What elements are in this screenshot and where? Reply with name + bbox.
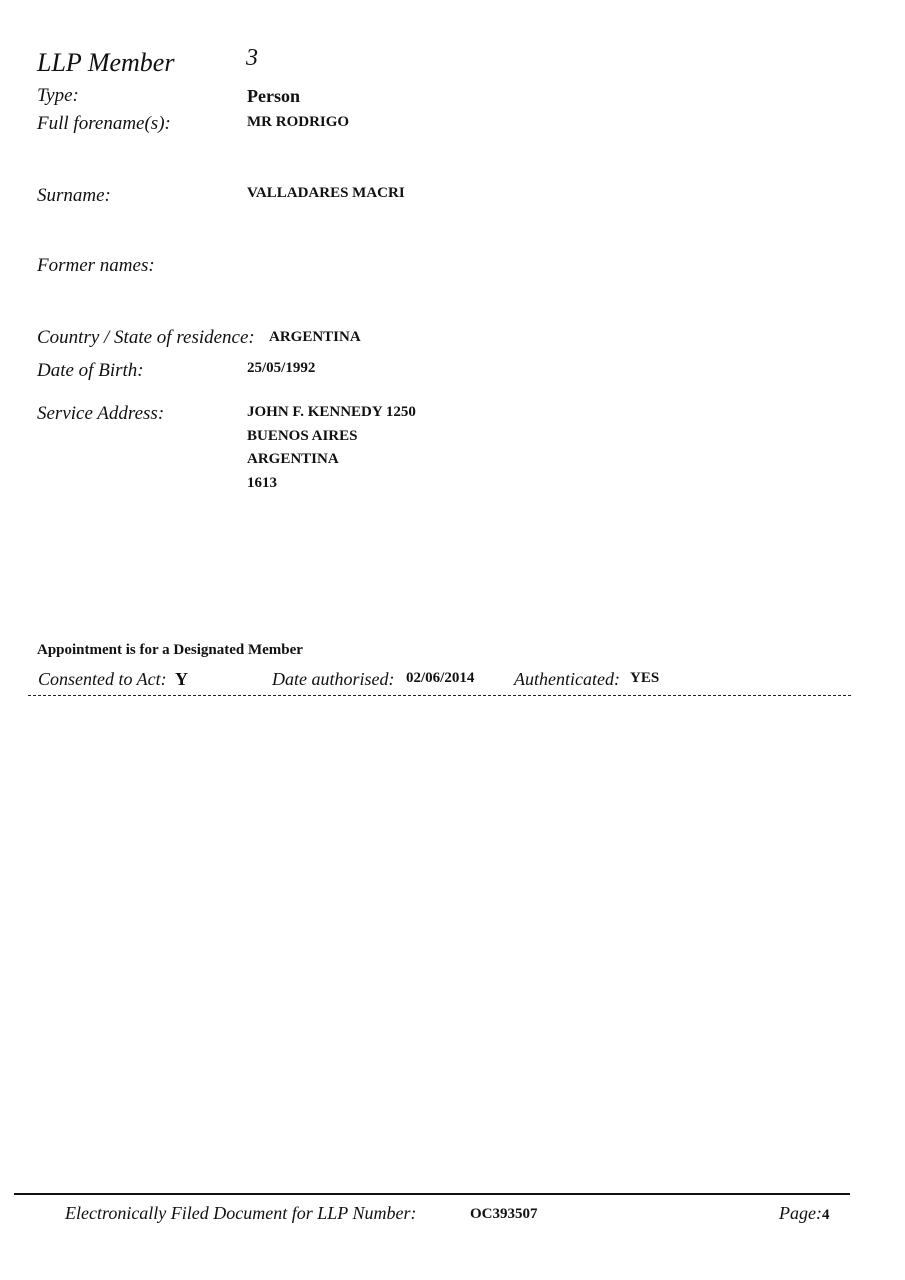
- type-value: Person: [247, 86, 300, 106]
- service-address-label: Service Address:: [37, 403, 165, 424]
- surname-value: VALLADARES MACRI: [247, 185, 405, 201]
- dob-label: Date of Birth:: [37, 360, 144, 381]
- address-line: ARGENTINA: [247, 451, 339, 467]
- date-authorised-value: 02/06/2014: [406, 670, 475, 686]
- surname-label: Surname:: [37, 185, 111, 206]
- consented-label: Consented to Act:: [38, 669, 167, 689]
- former-names-label: Former names:: [37, 255, 155, 276]
- member-number: 3: [246, 45, 258, 71]
- section-heading: LLP Member: [37, 48, 175, 77]
- consented-value: Y: [175, 669, 188, 689]
- section-divider: [28, 695, 851, 696]
- footer-rule: [14, 1193, 850, 1195]
- address-line: JOHN F. KENNEDY 1250: [247, 404, 416, 420]
- address-line: BUENOS AIRES: [247, 427, 358, 444]
- service-address: [247, 401, 416, 495]
- forename-label: Full forename(s):: [37, 113, 171, 134]
- type-label: Type:: [37, 85, 79, 106]
- appointment-note: Appointment is for a Designated Member: [37, 642, 303, 658]
- page-indicator: [779, 1203, 829, 1224]
- page-label: Page:: [779, 1203, 822, 1223]
- date-authorised-label: Date authorised:: [272, 669, 395, 689]
- authenticated-label: Authenticated:: [514, 669, 620, 689]
- country-label: Country / State of residence:: [37, 327, 255, 348]
- dob-value: 25/05/1992: [247, 360, 316, 376]
- forename-value: MR RODRIGO: [247, 114, 350, 130]
- address-line: 1613: [247, 474, 277, 491]
- footer-label: Electronically Filed Document for LLP Number:: [65, 1203, 417, 1223]
- country-value: ARGENTINA: [269, 329, 361, 345]
- page-number: 4: [821, 1207, 830, 1223]
- authenticated-value: YES: [630, 670, 660, 686]
- llp-number: OC393507: [470, 1206, 538, 1222]
